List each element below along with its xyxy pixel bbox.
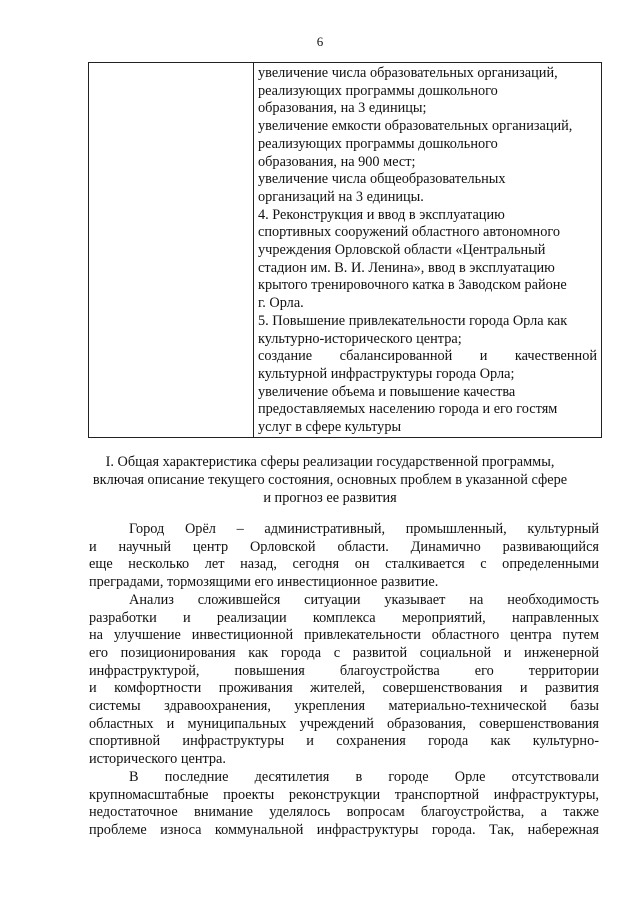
body-line: недостаточное внимание уделялось вопросам благоустройства, а также [89, 804, 599, 821]
body-line: инфраструктурой, повышения благоустройства его территории [89, 662, 599, 679]
body-line: областных и муниципальных учреждений образования, совершенствования [89, 715, 599, 732]
table-text-line: крытого тренировочного катка в Заводском районе [258, 277, 567, 294]
table-text-line: увеличение емкости образовательных организаций, [258, 118, 573, 135]
table-text-line: спортивных сооружений областного автономного [258, 224, 561, 241]
page-number: 6 [316, 34, 324, 49]
body-line: крупномасштабные проекты реконструкции транспортной инфраструктуры, [89, 786, 599, 803]
body-line: проблеме износа коммунальной инфраструктуры города. Так, набережная [89, 821, 599, 838]
body-line: на улучшение инвестиционной привлекательности областного центра путем [89, 627, 599, 644]
continuation-table [88, 62, 602, 438]
table-text-line: г. Орла. [258, 295, 304, 312]
table-text-line: реализующих программы дошкольного [258, 135, 498, 152]
body-line: спортивной инфраструктуры и сохранения города как культурно- [89, 733, 599, 750]
section-heading-line: включая описание текущего состояния, основных проблем в указанной сфере [92, 472, 568, 488]
table-text-line: стадион им. В. И. Ленина», ввод в эксплуатацию [258, 259, 555, 276]
table-text-line: учреждения Орловской области «Центральный [258, 242, 546, 259]
table-text-line: культурно-исторического центра; [258, 330, 462, 347]
body-line: системы здравоохранения, укрепления материально-технической базы [89, 698, 599, 715]
table-cell-results [254, 63, 602, 438]
body-line: исторического центра. [89, 751, 226, 768]
table-text-line: реализующих программы дошкольного [258, 82, 498, 99]
table-text-line: образования, на 3 единицы; [258, 100, 427, 117]
table-text-line: создание сбалансированной и качественной [258, 348, 597, 365]
body-line: и научный центр Орловской области. Динамично развивающийся [89, 538, 599, 555]
section-heading [70, 453, 590, 507]
body-line: В последние десятилетия в городе Орле отсутствовали [129, 768, 599, 785]
table-text-line: предоставляемых населению города и его гостям [258, 401, 558, 418]
table-text-line: увеличение числа образовательных организаций, [258, 65, 558, 81]
body-line: преградами, тормозящими его инвестиционное развитие. [89, 574, 439, 591]
body-line: и комфортности проживания жителей, совершенствования и развития [89, 680, 599, 697]
section-heading-line: и прогноз ее развития [263, 490, 397, 506]
table-text-line: услуг в сфере культуры [258, 419, 402, 436]
table-text-line: культурной инфраструктуры города Орла; [258, 365, 515, 382]
table-cell-empty [89, 63, 254, 438]
body-line: Город Орёл – административный, промышленный, культурный [129, 521, 599, 537]
table-row [89, 63, 602, 438]
table-text-line: 5. Повышение привлекательности города Орла как [258, 312, 568, 329]
table-text-line: увеличение объема и повышение качества [258, 383, 516, 400]
body-line: его позиционирования как города с развитой социальной и инженерной [89, 644, 599, 661]
section-body [89, 521, 599, 840]
table-text-line: 4. Реконструкция и ввод в эксплуатацию [258, 206, 505, 223]
body-line: Анализ сложившейся ситуации указывает на необходимость [129, 591, 599, 608]
section-heading-line: I. Общая характеристика сферы реализации государственной программы, [105, 454, 555, 470]
body-line: разработки и реализации комплекса мероприятий, направленных [89, 609, 599, 626]
table-text-line: образования, на 900 мест; [258, 153, 416, 170]
body-line: еще несколько лет назад, сегодня он сталкивается с определенными [89, 556, 599, 573]
table-text-line: организаций на 3 единицы. [258, 188, 424, 205]
table-text-line: увеличение числа общеобразовательных [258, 171, 506, 188]
